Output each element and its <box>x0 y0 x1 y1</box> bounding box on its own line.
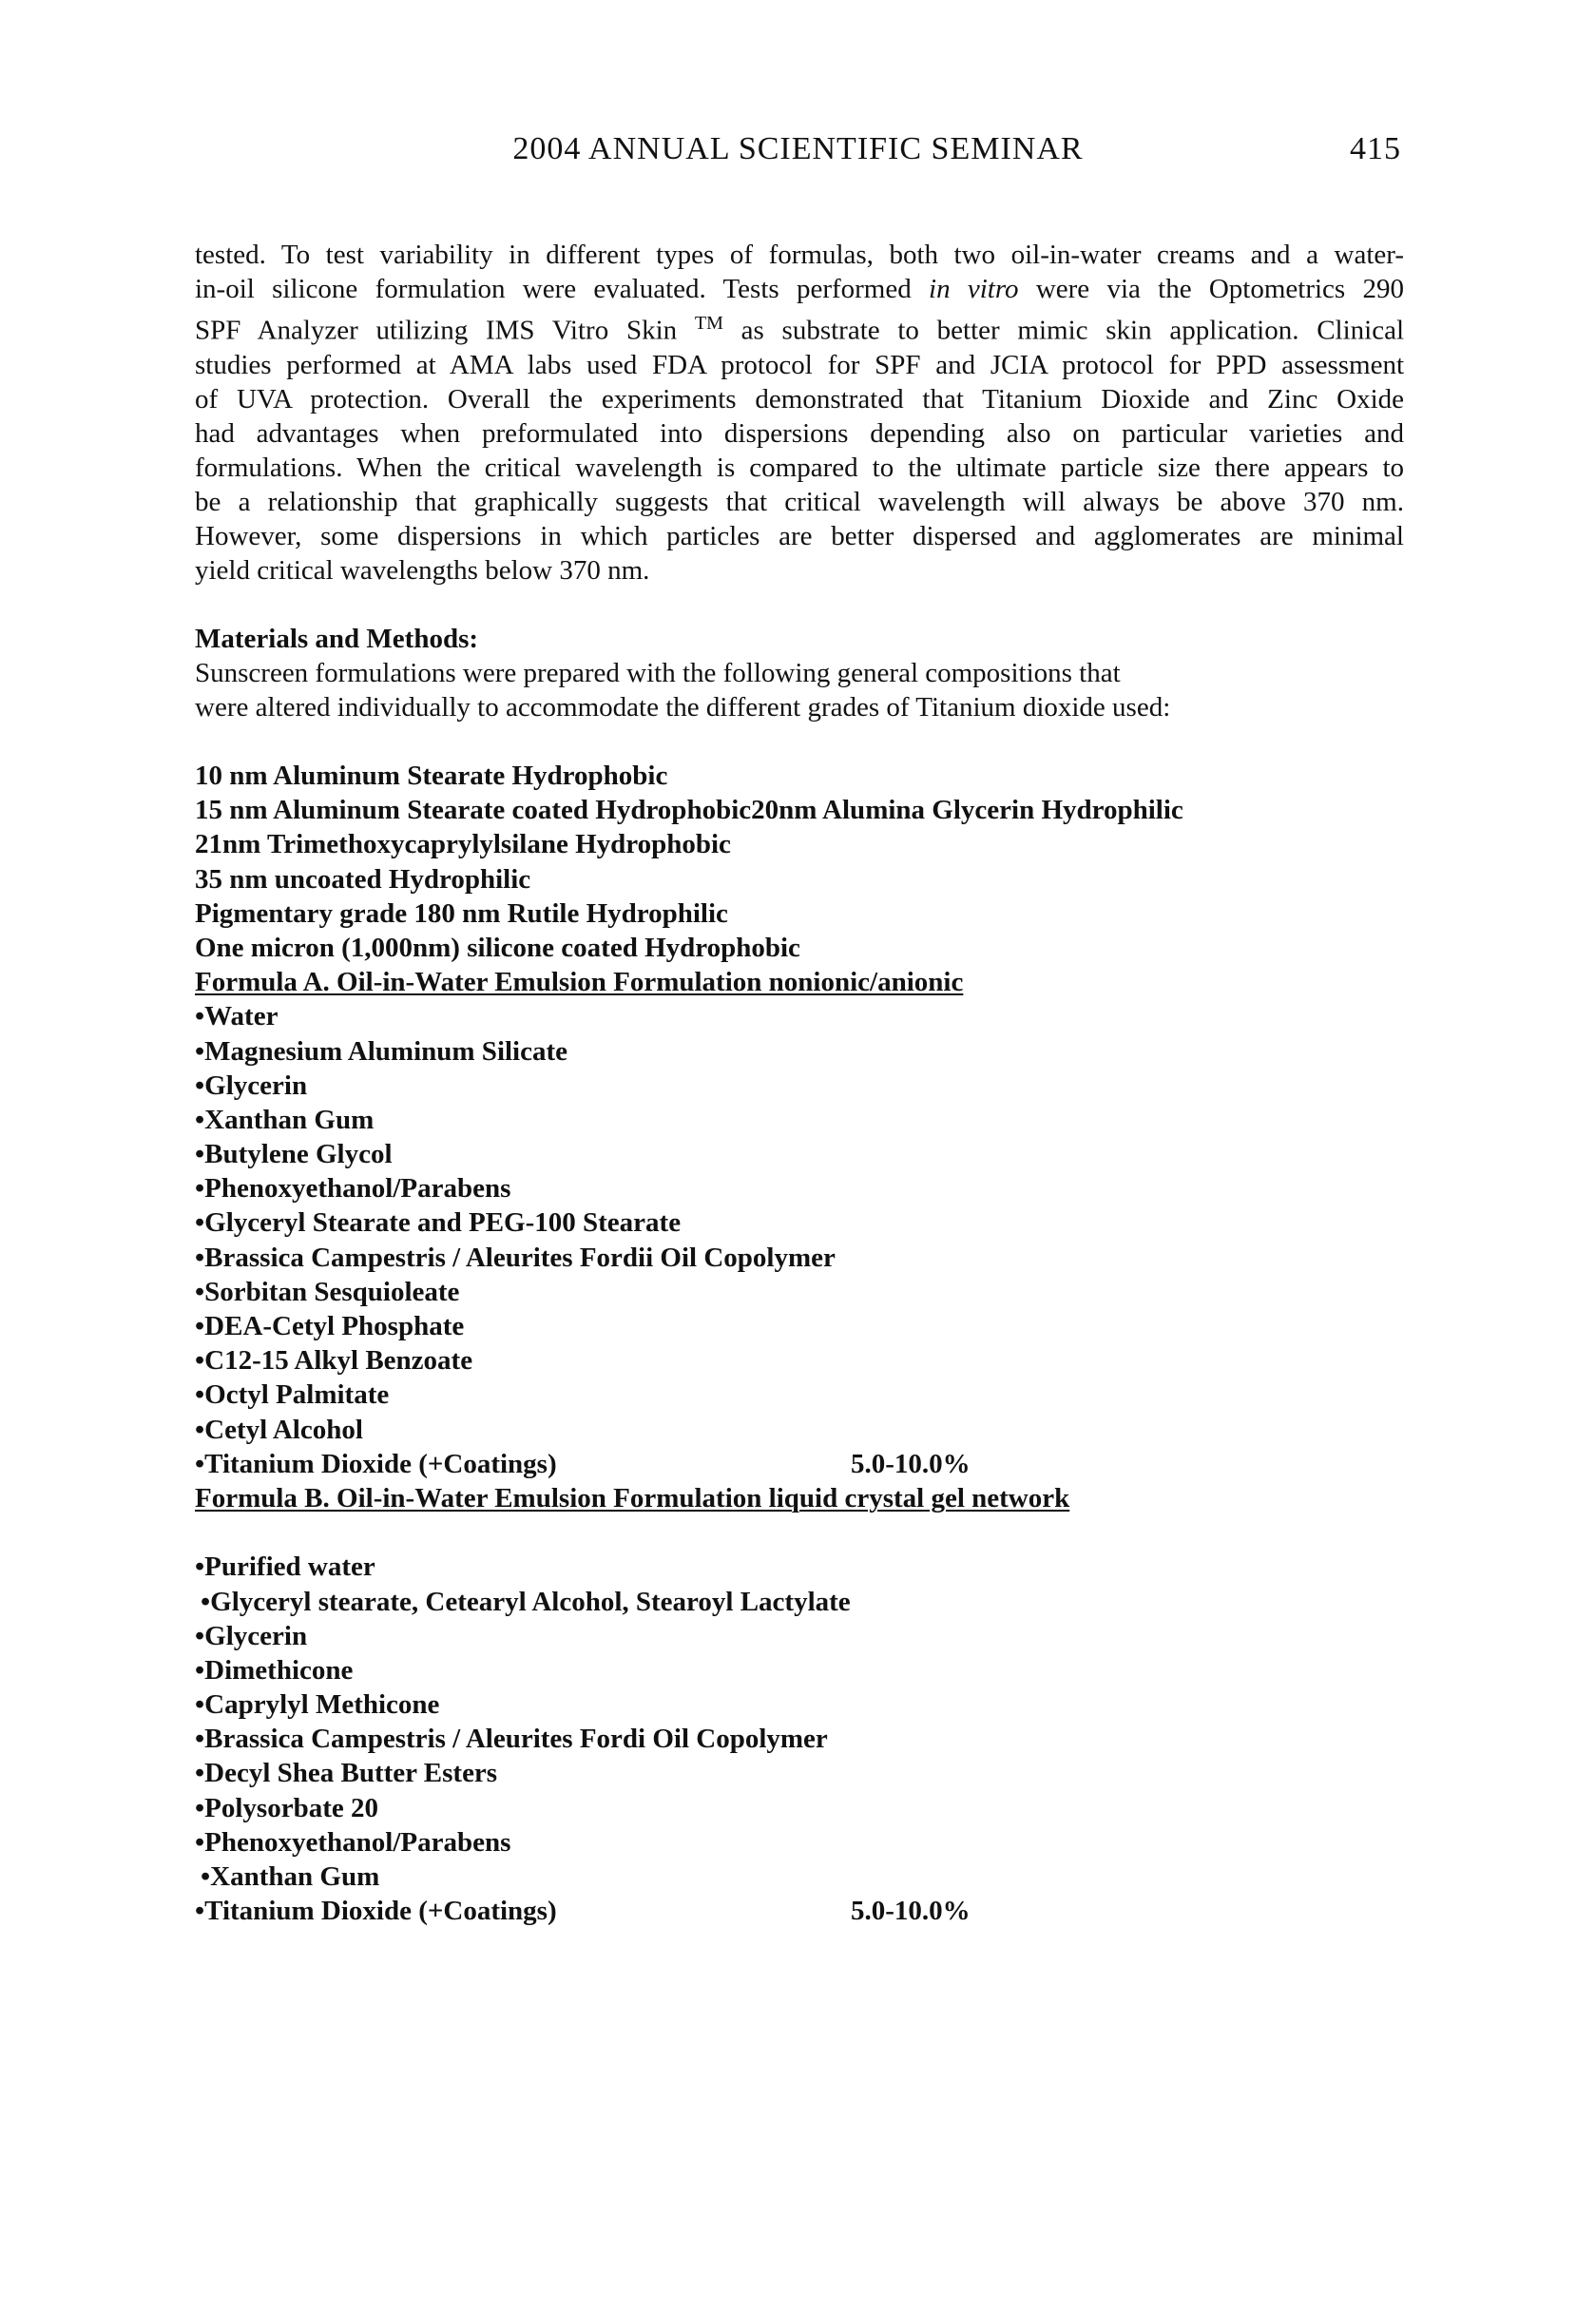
intro-line-part: in-oil silicone formulation were evaluated. Tests performed <box>195 274 912 304</box>
ingredient-item: •Sorbitan Sesquioleate <box>195 1276 460 1307</box>
ingredient-item: •Glycerin <box>195 1070 308 1101</box>
ingredient-item: •Xanthan Gum <box>195 1104 375 1135</box>
ingredient-item: •Polysorbate 20 <box>195 1792 378 1823</box>
intro-line: tested. To test variability in different types of formulas, both two oil-in-water creams and a water- <box>195 240 1404 270</box>
ingredient-item: •Xanthan Gum <box>201 1861 380 1892</box>
page-number: 415 <box>1350 131 1401 166</box>
active-ingredient-name: •Titanium Dioxide (+Coatings) <box>195 1448 557 1479</box>
intro-line: had advantages when preformulated into dispersions depending also on particular varieties and <box>195 417 1404 449</box>
ingredient-item: •Octyl Palmitate <box>195 1379 390 1411</box>
methods-heading: Materials and Methods: <box>195 624 479 654</box>
ingredient-item: •Brassica Campestris / Aleurites Fordi Oil Copolymer <box>195 1724 828 1755</box>
ingredient-item: •Glycerin <box>195 1620 308 1651</box>
formula-a-title-row <box>195 965 1404 999</box>
ingredient-item: •Brassica Campestris / Aleurites Fordii Oil Copolymer <box>195 1242 836 1273</box>
running-head <box>0 131 1596 173</box>
intro-line: be a relationship that graphically suggests that critical wavelength will always be above 370 nm. <box>195 486 1404 517</box>
ingredient-item: •Magnesium Aluminum Silicate <box>195 1035 568 1067</box>
active-ingredient-percent: 5.0-10.0% <box>851 1896 971 1927</box>
intro-paragraph <box>195 238 1404 588</box>
intro-line: of UVA protection. Overall the experiments demonstrated that Titanium Dioxide and Zinc Oxide <box>195 383 1404 414</box>
grade-item: 35 nm uncoated Hydrophilic <box>195 863 531 895</box>
methods-text-line: were altered individually to accommodate the different grades of Titanium dioxide used: <box>195 692 1171 723</box>
formula-b-title-row <box>195 1481 1404 1515</box>
ingredient-item: •Dimethicone <box>195 1654 354 1686</box>
active-ingredient-percent: 5.0-10.0% <box>851 1448 971 1479</box>
ingredient-item: •C12-15 Alkyl Benzoate <box>195 1345 473 1377</box>
intro-line-part: were via the Optometrics 290 <box>1035 274 1404 304</box>
grade-item: 15 nm Aluminum Stearate coated Hydrophobic20nm Alumina Glycerin Hydrophilic <box>195 795 1183 826</box>
ingredient-item: •Butylene Glycol <box>195 1139 393 1170</box>
grade-item: 21nm Trimethoxycaprylylsilane Hydrophobic <box>195 829 731 860</box>
ingredient-item: •Decyl Shea Butter Esters <box>195 1758 498 1789</box>
blank-line <box>195 1515 1404 1550</box>
ingredient-item: •Glyceryl Stearate and PEG-100 Stearate <box>195 1207 682 1239</box>
methods-section <box>195 622 1404 724</box>
formula-b-title: Formula B. Oil-in-Water Emulsion Formulation liquid crystal gel network <box>195 1482 1070 1513</box>
intro-line: yield critical wavelengths below 370 nm. <box>195 554 650 586</box>
ingredient-item: •Purified water <box>195 1552 375 1583</box>
ingredient-item: •Caprylyl Methicone <box>195 1689 440 1721</box>
intro-line <box>195 272 1404 306</box>
intro-line-part: as substrate to better mimic skin application. Clinical <box>740 315 1405 346</box>
ingredient-item: •Cetyl Alcohol <box>195 1414 363 1445</box>
materials-list <box>195 759 1404 1928</box>
grade-item: Pigmentary grade 180 nm Rutile Hydrophilic <box>195 897 728 929</box>
ingredient-item: •Phenoxyethanol/Parabens <box>195 1826 511 1858</box>
ingredient-item: •DEA-Cetyl Phosphate <box>195 1311 465 1341</box>
active-ingredient-row <box>195 1894 1404 1928</box>
intro-line-part: SPF Analyzer utilizing IMS Vitro Skin <box>195 315 678 346</box>
ingredient-item: •Glyceryl stearate, Cetearyl Alcohol, Stearoyl Lactylate <box>201 1586 851 1617</box>
intro-italic-term: in vitro <box>929 274 1019 304</box>
running-title: 2004 ANNUAL SCIENTIFIC SEMINAR <box>512 131 1084 166</box>
intro-line <box>195 306 1404 348</box>
active-ingredient-row <box>195 1447 1404 1481</box>
grade-item: One micron (1,000nm) silicone coated Hydrophobic <box>195 932 800 963</box>
formula-a-title: Formula A. Oil-in-Water Emulsion Formulation nonionic/anionic <box>195 967 964 998</box>
intro-line: formulations. When the critical wavelength is compared to the ultimate particle size there appears to <box>195 452 1404 483</box>
active-ingredient-name: •Titanium Dioxide (+Coatings) <box>195 1896 557 1927</box>
trademark-mark: TM <box>694 313 723 334</box>
ingredient-item: •Water <box>195 1001 279 1032</box>
ingredient-item: •Phenoxyethanol/Parabens <box>195 1173 511 1205</box>
intro-line: However, some dispersions in which particles are better dispersed and agglomerates are minimal <box>195 520 1404 551</box>
grade-item: 10 nm Aluminum Stearate Hydrophobic <box>195 761 668 791</box>
methods-text-line: Sunscreen formulations were prepared with the following general compositions that <box>195 658 1121 688</box>
intro-line: studies performed at AMA labs used FDA protocol for SPF and JCIA protocol for PPD assessment <box>195 349 1404 380</box>
